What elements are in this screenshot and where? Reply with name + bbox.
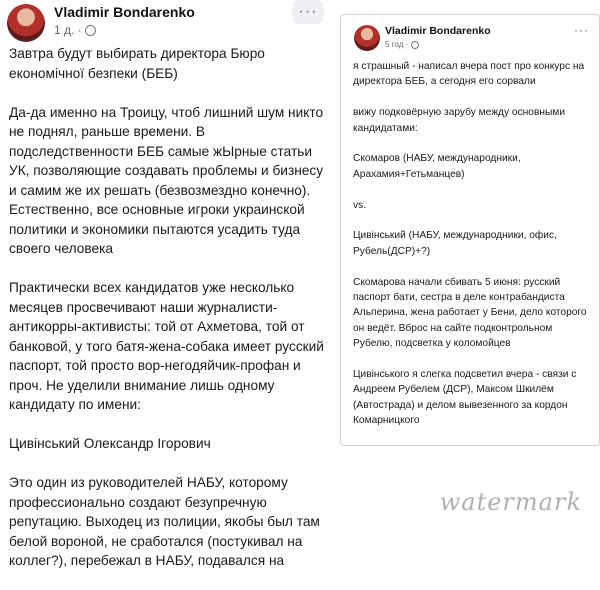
post-time[interactable]: 5 год ·	[385, 40, 409, 49]
post-paragraph: Завтра будут выбирать директора Бюро економічної безпеки (БЕБ)	[9, 46, 269, 81]
post-body	[353, 59, 591, 444]
author-name[interactable]: Vladimir Bondarenko	[385, 25, 491, 37]
post-paragraph: Скомаров (НАБУ, международники, Арахамия+Гетьманцев)	[353, 153, 524, 180]
post-paragraph: Цивінський Олександр Ігорович	[9, 436, 211, 451]
more-options-icon[interactable]: ···	[292, 0, 324, 24]
post-card-right	[340, 14, 600, 446]
watermark: watermark	[439, 488, 582, 516]
avatar[interactable]	[354, 25, 380, 51]
post-paragraph: vs.	[353, 199, 367, 211]
globe-icon	[411, 41, 419, 49]
post-paragraph: Цивінського я слегка подсветил вчера - связи с Андреем Рубелем (ДСР), Максом Шкилём (Автострада) и делом вывезенного за кордон Комарницкого	[353, 369, 580, 427]
author-name[interactable]: Vladimir Bondarenko	[54, 4, 195, 20]
post-paragraph: вижу подковёрную зарубу между основными кандидатами:	[353, 107, 568, 134]
post-meta	[385, 40, 419, 49]
post-meta	[54, 23, 96, 37]
post-paragraph: Это один из руководителей НАБУ, которому профессионально создают безупречную репутацию. Выходец из полиции, якобы был там белой вороной, не сработался (постукивал на коллег?), перебежал в НАБУ, подавался на	[9, 475, 324, 568]
post-paragraph: Да-да именно на Троицу, чтоб лишний шум никто не поднял, раньше времени. В подследственности БЕБ самые жЫрные статьи УК, позволяющие создавать проблемы и бизнесу и самим же их решать (безвозмездно конечно). Естественно, все основные игроки украинской политики и экономики пытаются усадить туда своего человека	[9, 104, 327, 256]
more-options-icon[interactable]: ···	[574, 23, 589, 37]
post-paragraph: Цивінський (НАБУ, международники, офис, Рубель(ДСР)+?)	[353, 230, 560, 257]
post-paragraph: Практически всех кандидатов уже несколько месяцев просвечивают наши журналисти-антикорры-активисты: той от Ахметова, той от банковой, у того батя-жена-собака имеет русский паспорт, той просто вор-негодяйчик-профан и проч. Не уделили внимание лишь одному кандидату по имени:	[9, 280, 328, 412]
avatar[interactable]	[7, 4, 45, 42]
post-time[interactable]: 1 д. ·	[54, 23, 82, 37]
post-body	[9, 44, 329, 590]
post-paragraph: Скомарова начали сбивать 5 июня: русский паспорт бати, сестра в деле контрабандиста Альперина, жена работает у Бени, дело которого он ведёт. Вброс на сайте подконтрольном Рубелю, подсветка у коломойцев	[353, 276, 590, 350]
globe-icon	[85, 25, 96, 36]
post-paragraph: я страшный - написал вчера пост про конкурс на директора БЕБ, а сегодня его сорвали	[353, 61, 588, 88]
